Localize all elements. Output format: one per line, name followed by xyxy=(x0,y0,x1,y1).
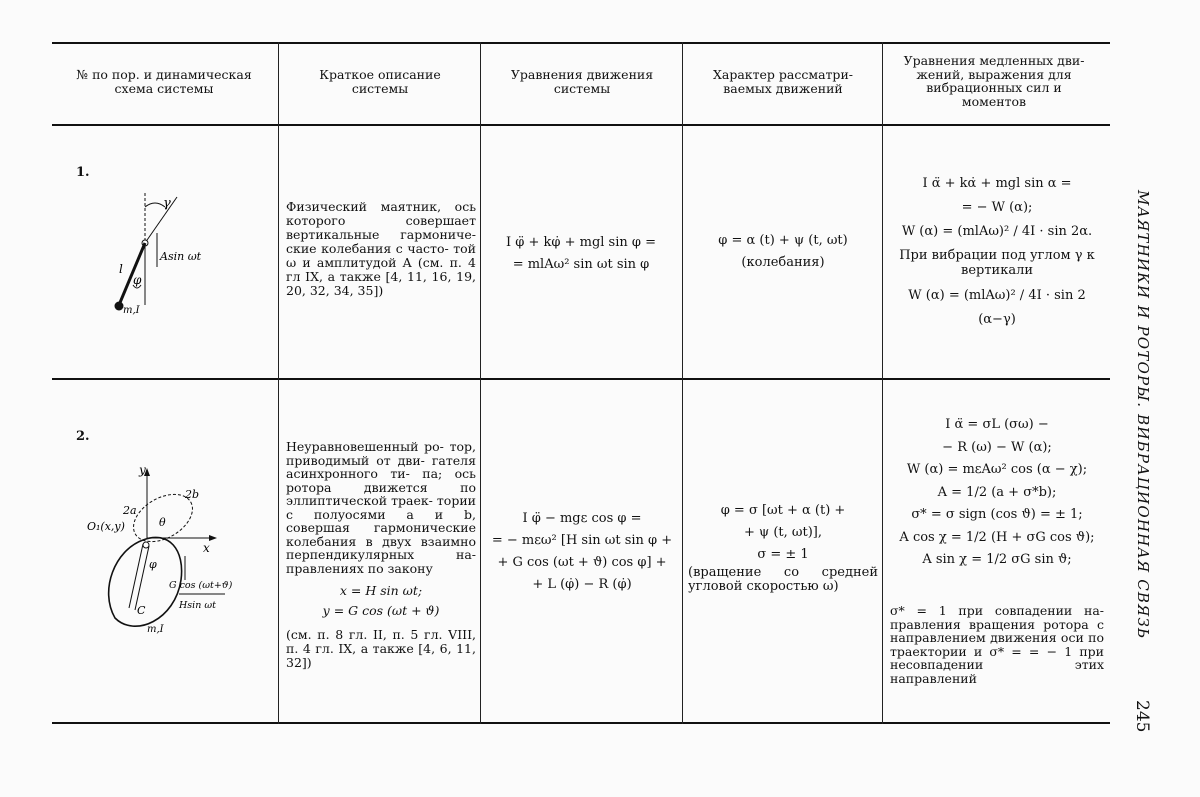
phi-label: φ xyxy=(133,273,142,287)
row1-motion-line: (колебания) xyxy=(741,255,825,270)
row2-motion xyxy=(688,500,878,594)
length-label: l xyxy=(119,262,123,276)
row1-eq-line: = mlAω² sin ωt sin φ xyxy=(512,257,650,272)
row2-slow-line: − R (ω) − W (α); xyxy=(942,439,1052,455)
column-divider xyxy=(682,42,683,724)
row2-eq-line: + L (φ̇) − R (φ̇) xyxy=(532,577,632,592)
row2-motion-line: (вращение со средней угловой скоростью ω) xyxy=(688,565,878,594)
row2-motion-line: σ = ± 1 xyxy=(757,547,809,562)
row2-equations xyxy=(486,508,678,596)
row1-slow-line: W (α) = (mlAω)² / 4I · sin 2 (α−γ) xyxy=(908,288,1086,327)
row1-slow-line: W (α) = (mlAω)² / 4I · sin 2α. xyxy=(901,224,1093,239)
row2-slow-line: σ* = σ sign (cos ϑ) = ± 1; xyxy=(911,507,1083,522)
header-col3: Уравнения движения системы xyxy=(510,67,654,96)
header-col2: Краткое описание системы xyxy=(319,67,441,96)
header-col4: Характер рассматри- ваемых движений xyxy=(712,67,853,96)
row2-law-x: x = H sin ωt; xyxy=(339,583,423,598)
row1-number: 1. xyxy=(76,165,90,180)
running-head-text: МАЯТНИКИ И РОТОРЫ. ВИБРАЦИОННАЯ СВЯЗЬ xyxy=(1134,190,1152,640)
header-col1: № по пор. и динамическая схема системы xyxy=(76,67,252,96)
row1-description: Физический маятник, ось которого совершает вертикальные гармониче- ские колебания с часто- той ω и амплитудой A (см. п. 4 гл IX, а также [4, 11, 16, 19, 20, 32, 34, 35]) xyxy=(286,199,476,298)
row2-eq-line: + G cos (ωt + ϑ) cos φ] + xyxy=(497,555,667,570)
row2-slow-line: I α̈ = σL (σω) − xyxy=(945,417,1049,432)
row1-eq-line: I φ̈ + kφ̇ + mgl sin φ = xyxy=(505,235,657,250)
row2-slow-note: σ* = 1 при совпадении на- правления вращения ротора с направлением движения оси по траектории и σ* = = − 1 при несовпадении этих направлений xyxy=(890,603,1104,686)
row2-slow-motion xyxy=(888,414,1106,572)
phi2-label: φ xyxy=(149,558,157,571)
row2-slow-line: A sin χ = 1/2 σG sin ϑ; xyxy=(922,552,1072,567)
c-label: C xyxy=(137,604,146,617)
a-label: 2a xyxy=(123,504,137,517)
header-rule xyxy=(52,124,1110,126)
theta-label: θ xyxy=(159,516,166,529)
header-col5: Уравнения медленных дви- жений, выражения для вибрационных сил и моментов xyxy=(903,53,1085,109)
pendulum-diagram xyxy=(95,185,245,325)
row2-slow-line: A cos χ = 1/2 (H + σG cos ϑ); xyxy=(899,529,1095,545)
gamma-label: γ xyxy=(163,196,171,211)
column-divider xyxy=(882,42,883,724)
h-label: Hsin ωt xyxy=(179,600,216,611)
row2-eq-line: = − mεω² [H sin ωt sin φ + xyxy=(491,533,673,548)
running-head xyxy=(1128,190,1154,640)
row2-eq-line: I φ̈ − mgε cos φ = xyxy=(522,511,642,526)
row2-number: 2. xyxy=(76,429,90,444)
row2-description: Неуравновешенный ро- тор, приводимый от дви- гателя асинхронного ти- па; ось ротора движется по эллиптической траек- тории с полуосями a и b, совершая гармонические колебания в двух взаимно перпендикулярных на- правлениях по закону xyxy=(286,439,476,576)
y-axis-label: y xyxy=(139,463,146,477)
row2-slow-line: W (α) = mεAω² cos (α − χ); xyxy=(906,462,1088,477)
top-rule xyxy=(52,42,1110,44)
rotor-diagram xyxy=(85,460,275,640)
page-number-text: 245 xyxy=(1132,700,1152,733)
row1-slow-motion xyxy=(888,172,1106,332)
row2-slow-line: A = 1/2 (a + σ*b); xyxy=(937,484,1057,500)
column-divider xyxy=(480,42,481,724)
mass2-label: m,I xyxy=(147,624,164,635)
g-label: G cos (ωt+ϑ) xyxy=(169,580,233,591)
page-number xyxy=(1130,700,1156,740)
amplitude-label: Asin ωt xyxy=(160,250,202,263)
row1-motion xyxy=(688,230,878,274)
row2-law-y: y = G cos (ωt + ϑ) xyxy=(322,603,440,618)
row1-slow-line: При вибрации под углом γ к вертикали xyxy=(899,248,1095,278)
column-divider xyxy=(278,42,279,724)
row2-motion-line: + ψ (t, ωt)], xyxy=(743,525,822,540)
row2-motion-line: φ = σ [ωt + α (t) + xyxy=(720,503,846,518)
mass-label: m,I xyxy=(123,305,140,316)
row-divider-rule xyxy=(52,378,1110,380)
row1-motion-line: φ = α (t) + ψ (t, ωt) xyxy=(718,233,848,248)
row2-refs: (см. п. 8 гл. II, п. 5 гл. VIII, п. 4 гл. IX, а также [4, 6, 11, 32]) xyxy=(286,627,476,670)
x-axis-label: x xyxy=(203,541,210,555)
o1-label: O₁(x,y) xyxy=(87,520,125,533)
row1-equations xyxy=(486,232,676,276)
row1-slow-line: I α̈ + kα̇ + mgl sin α = xyxy=(922,176,1072,191)
row1-slow-line: = − W (α); xyxy=(961,200,1033,215)
b-label: 2b xyxy=(185,488,200,501)
bottom-rule xyxy=(52,722,1110,724)
